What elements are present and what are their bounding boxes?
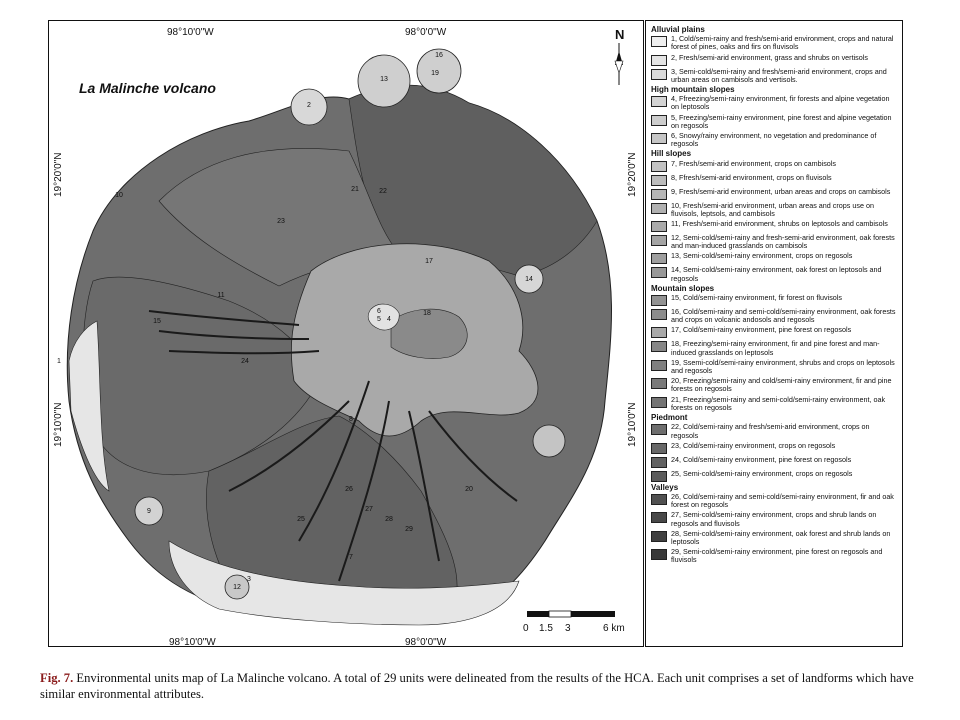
legend-swatch xyxy=(651,267,667,278)
legend-item-text: 6, Snowy/rainy environment, no vegetation and predominance of regosols xyxy=(671,131,877,149)
legend-item-text: 19, Ssemi-cold/semi-rainy environment, shrubs and crops on leptosols and regosols xyxy=(671,357,895,376)
unit-label: 27 xyxy=(365,506,373,513)
legend-swatch xyxy=(651,397,667,408)
unit-label: 21 xyxy=(351,186,359,193)
legend-swatch xyxy=(651,549,667,560)
legend-group-title: Alluvial plains xyxy=(651,25,705,34)
scale-tick-2: 3 xyxy=(565,623,571,634)
legend-item xyxy=(651,359,897,375)
legend-item-text: 20, Freezing/semi-rainy and cold/semi-rainy environment, fir and pine forests on regosols xyxy=(671,376,892,394)
legend-group-title: Valleys xyxy=(651,482,679,492)
map-title: La Malinche volcano xyxy=(79,80,216,96)
legend-swatch xyxy=(651,457,667,468)
legend-item-text: 21, Freezing/semi-rainy and semi-cold/semi-rainy environment, oak forests on regosols xyxy=(671,394,886,412)
coord-left-upper: 19°20'0"N xyxy=(53,152,64,197)
legend-item xyxy=(651,95,897,111)
legend-swatch xyxy=(651,161,667,172)
legend-item xyxy=(651,234,897,250)
coord-right-upper: 19°20'0"N xyxy=(627,152,638,197)
legend-item xyxy=(651,114,897,130)
legend-item xyxy=(651,396,897,412)
legend-item-text: 22, Cold/semi-rainy and fresh/semi-arid environment, crops on regosols xyxy=(671,422,870,440)
legend-item-text: 18, Freezing/semi-rainy environment, fir and pine forest and man-induced grasslands on leptosols xyxy=(671,339,880,357)
map-panel xyxy=(48,20,644,647)
unit-label: 4 xyxy=(387,316,391,323)
legend-swatch xyxy=(651,295,667,306)
legend-swatch xyxy=(651,512,667,523)
legend-swatch xyxy=(651,69,667,80)
unit-label: 22 xyxy=(379,188,387,195)
legend-item xyxy=(651,511,897,527)
legend-item xyxy=(651,308,897,324)
legend-item-text: 24, Cold/semi-rainy environment, pine forest on regosols xyxy=(671,454,852,464)
legend-item-text: 26, Cold/semi-rainy and semi-cold/semi-rainy environment, fir and oak forest on regosols xyxy=(671,491,894,510)
unit-label: 11 xyxy=(217,292,225,299)
legend-swatch xyxy=(651,175,667,186)
legend-item-text: 25, Semi-cold/semi-rainy environment, crops on regosols xyxy=(671,468,853,478)
scale-tick-0: 0 xyxy=(523,623,529,634)
legend-item-text: 16, Cold/semi-rainy and semi-cold/semi-rainy environment, oak forests and crops on volcanic andosols and regosols xyxy=(671,307,896,325)
legend-swatch xyxy=(651,309,667,320)
legend-group-title: Piedmont xyxy=(651,413,688,423)
coord-top-left: 98°10'0"W xyxy=(167,27,214,38)
legend-item-text: 5, Freezing/semi-rainy environment, pine forest and alpine vegetation on regosols xyxy=(671,112,892,130)
scale-tick-3: 6 km xyxy=(603,623,625,634)
legend-swatch xyxy=(651,96,667,107)
hill-unit-17-east xyxy=(533,425,565,457)
legend-panel xyxy=(645,20,903,647)
legend-swatch xyxy=(651,471,667,482)
legend-swatch xyxy=(651,378,667,389)
legend-item-text: 1, Cold/semi-rainy and fresh/semi-arid environment, crops and natural forest of pines, oaks and firs on fluvisols xyxy=(671,34,894,52)
legend-swatch xyxy=(651,203,667,214)
legend-item xyxy=(651,456,897,468)
unit-label: 9 xyxy=(147,508,151,515)
legend-item xyxy=(651,252,897,264)
figure-caption xyxy=(40,670,920,702)
unit-label: 28 xyxy=(385,516,393,523)
legend-item-text: 17, Cold/semi-rainy environment, pine forest on regosols xyxy=(671,325,852,335)
legend-swatch xyxy=(651,341,667,352)
legend-item xyxy=(651,377,897,393)
legend-swatch xyxy=(651,115,667,126)
legend-swatch xyxy=(651,531,667,542)
legend-item xyxy=(651,266,897,282)
unit-label: 7 xyxy=(349,554,353,561)
legend-item xyxy=(651,35,897,51)
legend-item xyxy=(651,188,897,200)
legend-item xyxy=(651,442,897,454)
legend-swatch xyxy=(651,55,667,66)
unit-label: 15 xyxy=(153,318,161,325)
north-label: N xyxy=(615,27,625,42)
legend-item-text: 15, Cold/semi-rainy environment, fir forest on fluvisols xyxy=(671,293,842,303)
caption-text: Environmental units map of La Malinche volcano. A total of 29 units were delineated from the results of the HCA. Each unit comprises a set of landforms which have similar environmental attributes. xyxy=(40,671,914,701)
unit-label: 24 xyxy=(241,358,249,365)
unit-label: 26 xyxy=(345,486,353,493)
legend-swatch xyxy=(651,189,667,200)
legend-swatch xyxy=(651,235,667,246)
legend-swatch xyxy=(651,424,667,435)
legend-swatch xyxy=(651,253,667,264)
unit-label: 6 xyxy=(377,308,381,315)
legend-item xyxy=(651,493,897,509)
coord-bottom-right: 98°0'0"W xyxy=(405,637,447,648)
unit-label: 8 xyxy=(349,416,353,423)
legend-item-text: 7, Fresh/semi-arid environment, crops on cambisols xyxy=(671,158,836,168)
legend-item xyxy=(651,326,897,338)
legend-item xyxy=(651,530,897,546)
unit-label: 14 xyxy=(525,276,533,283)
legend-item-text: 23, Cold/semi-rainy environment, crops on regosols xyxy=(671,440,836,450)
unit-label: 13 xyxy=(380,76,388,83)
unit-label: 18 xyxy=(423,310,431,317)
unit-label: 1 xyxy=(57,358,61,365)
legend-item xyxy=(651,294,897,306)
legend-item xyxy=(651,202,897,218)
legend-item-text: 2, Fresh/semi-arid environment, grass and shrubs on vertisols xyxy=(671,52,868,62)
legend-item xyxy=(651,340,897,356)
scale-tick-1: 1.5 xyxy=(539,623,553,634)
legend-item-text: 8, Ffresh/semi-arid environment, crops on fluvisols xyxy=(671,172,832,182)
legend-item xyxy=(651,160,897,172)
unit-label: 23 xyxy=(277,218,285,225)
legend-item-text: 12, Semi-cold/semi-rainy and fresh-semi-arid environment, oak forests and man-induced grasslands on cambisols xyxy=(671,233,895,251)
legend-item-text: 29, Semi-cold/semi-rainy environment, pine forest on regosols and fluvisols xyxy=(671,547,883,565)
unit-label: 16 xyxy=(435,52,443,59)
legend-swatch xyxy=(651,360,667,371)
legend-group-title: High mountain slopes xyxy=(651,85,735,95)
coord-top-right: 98°0'0"W xyxy=(405,27,447,38)
legend-swatch xyxy=(651,36,667,47)
coord-left-lower: 19°10'0"N xyxy=(53,402,64,447)
legend-swatch xyxy=(651,133,667,144)
legend-item-text: 14, Semi-cold/semi-rainy environment, oak forest on leptosols and regosols xyxy=(671,265,882,283)
legend-item xyxy=(651,220,897,232)
unit-label: 5 xyxy=(377,316,381,323)
legend-item-text: 27, Semi-cold/semi-rainy environment, crops and shrub lands on regosols and fluvisols xyxy=(671,510,877,528)
legend-item xyxy=(651,132,897,148)
legend-swatch xyxy=(651,494,667,505)
legend-swatch xyxy=(651,443,667,454)
unit-label: 17 xyxy=(425,258,433,265)
legend-group-title: Hill slopes xyxy=(651,149,692,159)
unit-label: 2 xyxy=(307,102,311,109)
legend-item-text: 9, Fresh/semi-arid environment, urban areas and crops on cambisols xyxy=(671,186,891,196)
legend-item xyxy=(651,68,897,84)
scale-bar xyxy=(523,611,625,634)
legend-item xyxy=(651,174,897,186)
caption-label: Fig. 7. xyxy=(40,671,74,685)
unit-label: 29 xyxy=(405,526,413,533)
unit-label: 12 xyxy=(233,584,241,591)
unit-label: 20 xyxy=(465,486,473,493)
legend-item-text: 28, Semi-cold/semi-rainy environment, oak forest and shrub lands on leptosols xyxy=(671,528,891,546)
unit-label: 3 xyxy=(247,576,251,583)
legend-item-text: 10, Fresh/semi-arid environment, urban areas and crops use on fluvisols, leptsols, and cambisols xyxy=(671,200,874,218)
legend-item xyxy=(651,548,897,564)
unit-label: 19 xyxy=(431,70,439,77)
coord-bottom-left: 98°10'0"W xyxy=(169,637,216,648)
legend-item-text: 4, Ffreezing/semi-rainy environment, fir forests and alpine vegetation on leptosols xyxy=(671,94,890,112)
legend-item-text: 11, Fresh/semi-arid environment, shrubs on leptosols and cambisols xyxy=(671,219,888,229)
coord-right-lower: 19°10'0"N xyxy=(627,402,638,447)
legend-item xyxy=(651,470,897,482)
legend-group-title: Mountain slopes xyxy=(651,283,715,293)
legend-swatch xyxy=(651,221,667,232)
unit-label: 25 xyxy=(297,516,305,523)
legend-item-text: 3, Semi-cold/semi-rainy and fresh/semi-arid environment, crops and urban areas on cambisols and vertisols. xyxy=(671,66,887,84)
north-arrow-icon xyxy=(615,27,624,85)
unit-label: 10 xyxy=(115,192,123,199)
environmental-units-map xyxy=(49,21,644,647)
legend-item-text: 13, Semi-cold/semi-rainy environment, crops on regosols xyxy=(671,251,853,261)
legend-swatch xyxy=(651,327,667,338)
legend-item xyxy=(651,423,897,439)
legend-item xyxy=(651,54,897,66)
